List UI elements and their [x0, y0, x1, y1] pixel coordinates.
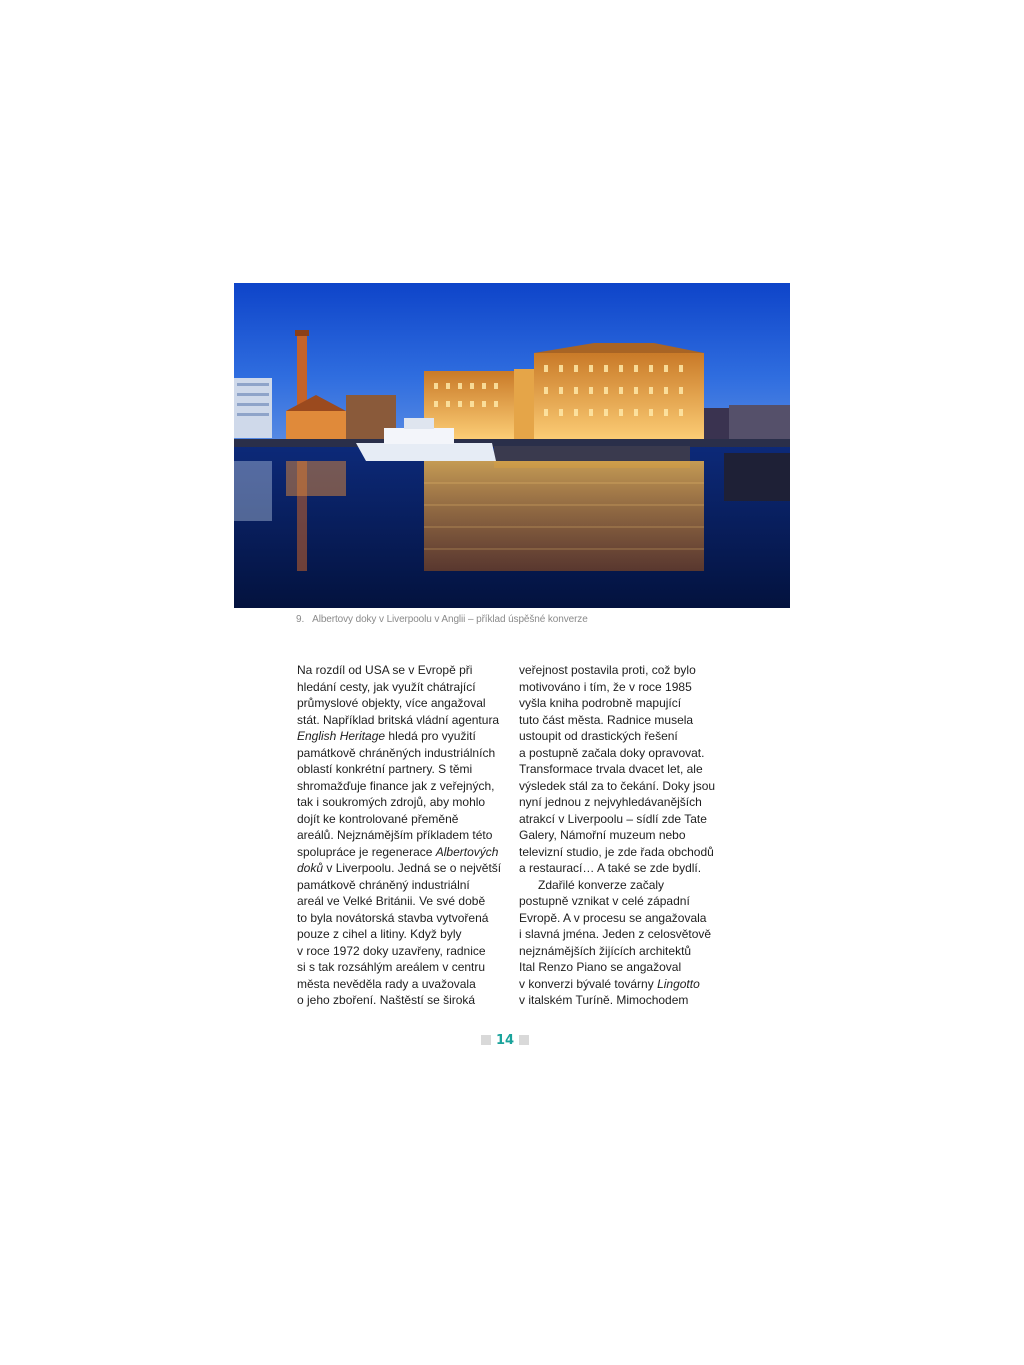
page-footer	[481, 1032, 529, 1048]
line-text: tuto část města. Radnice musela	[519, 712, 694, 727]
italic-term: Albertových	[435, 844, 499, 859]
line-text: oblastí konkrétní partnery. S těmi	[297, 762, 473, 776]
text-line	[519, 877, 719, 894]
line-text: Galery, Námořní muzeum nebo	[519, 828, 686, 842]
text-line	[297, 976, 497, 993]
text-line	[297, 811, 497, 828]
line-text: i slavná jména. Jeden z celosvětově	[519, 927, 712, 941]
line-text: to byla novátorská stavba vytvořená	[297, 910, 489, 925]
text-line	[519, 827, 719, 844]
line-text: stát. Například britská vládní agentura	[297, 712, 500, 727]
text-line	[519, 844, 719, 861]
line-text: v Liverpoolu. Jedná se o největší	[323, 861, 502, 875]
line-text: televizní studio, je zde řada obchodů	[519, 844, 714, 859]
text-line	[297, 794, 497, 811]
line-text: v roce 1972 doky uzavřeny, radnice	[297, 943, 486, 958]
figure-number: 9.	[296, 614, 305, 625]
text-line	[297, 893, 497, 910]
line-text: a postupně začala doky opravovat.	[519, 745, 705, 760]
line-text: památkově chráněných industriálních	[297, 745, 496, 760]
text-line	[519, 662, 719, 679]
page-number: 14	[495, 1032, 515, 1048]
text-line	[297, 778, 497, 795]
line-text: Transformace trvala dvacet let, ale	[519, 762, 703, 776]
text-line	[519, 860, 719, 877]
text-line	[297, 761, 497, 778]
text-line	[297, 992, 497, 1009]
line-text: shromažďuje finance jak z veřejných,	[297, 778, 495, 793]
line-text: atrakcí v Liverpoolu – sídlí zde Tate	[519, 811, 707, 826]
text-line	[297, 712, 500, 729]
line-text: areálů. Nejznámějším příkladem této	[297, 828, 493, 842]
line-text: si s tak rozsáhlým areálem v centru	[297, 960, 486, 974]
text-line	[297, 679, 497, 696]
text-line	[297, 745, 497, 762]
text-line	[519, 959, 719, 976]
text-line	[519, 926, 719, 943]
text-line	[519, 794, 719, 811]
text-line	[297, 695, 497, 712]
italic-term: Lingotto	[657, 976, 700, 991]
figure-caption-text: Albertovy doky v Liverpoolu v Anglii – příklad úspěšné konverze	[312, 614, 588, 625]
line-text: ustoupit od drastických řešení	[519, 729, 678, 743]
text-line	[519, 728, 719, 745]
line-text: nyní jednou z nejvyhledávanějších	[519, 795, 702, 809]
line-text: hledá pro využití	[385, 729, 476, 743]
text-line	[519, 712, 719, 729]
line-text: tak i soukromých zdrojů, aby mohlo	[297, 795, 486, 809]
line-text: pouze z cihel a litiny. Když byly	[297, 927, 462, 941]
line-text: vyšla kniha podrobně mapující	[519, 696, 682, 710]
line-text: města nevěděla rady a uvažovala	[297, 976, 476, 991]
line-text: výsledek stál za to čekání. Doky jsou	[519, 778, 716, 793]
line-text: hledání cesty, jak využít chátrající	[297, 679, 476, 694]
line-text: Ital Renzo Piano se angažoval	[519, 960, 682, 974]
text-line	[297, 860, 502, 877]
text-line	[519, 910, 719, 927]
text-line	[297, 728, 497, 745]
text-column-left	[297, 662, 502, 1009]
italic-term: doků	[297, 861, 324, 875]
line-text: v italském Turíně. Mimochodem	[519, 993, 689, 1007]
text-line	[297, 943, 497, 960]
text-line	[297, 844, 497, 861]
text-line	[297, 910, 497, 927]
line-text: o jeho zboření. Naštěstí se široká	[297, 993, 476, 1007]
text-column-right	[519, 662, 719, 1009]
text-line	[519, 976, 719, 993]
albert-dock-photo	[234, 283, 790, 608]
text-line	[519, 679, 719, 696]
text-line	[297, 662, 497, 679]
text-line	[519, 761, 719, 778]
line-text: nejznámějších žijících architektů	[519, 943, 692, 958]
line-text: Zdařilé konverze začaly	[538, 877, 665, 892]
line-text: motivováno i tím, že v roce 1985	[519, 679, 692, 694]
line-text: památkově chráněný industriální	[297, 877, 470, 892]
line-text: Evropě. A v procesu se angažovala	[519, 910, 707, 925]
line-text: postupně vznikat v celé západní	[519, 894, 690, 908]
text-line	[519, 695, 719, 712]
text-line	[519, 893, 719, 910]
text-line	[519, 811, 719, 828]
text-line	[297, 926, 497, 943]
line-text: areál ve Velké Británii. Ve své době	[297, 894, 486, 908]
text-line	[519, 943, 719, 960]
text-line	[297, 877, 497, 894]
folio-square-left	[481, 1035, 491, 1045]
line-text: průmyslové objekty, více angažoval	[297, 696, 486, 710]
text-line	[519, 778, 719, 795]
text-line	[297, 827, 497, 844]
text-line	[519, 992, 719, 1009]
line-text: dojít ke kontrolované přeměně	[297, 811, 459, 826]
line-text: a restaurací… A také se zde bydlí.	[519, 861, 702, 875]
folio-square-right	[519, 1035, 529, 1045]
text-line	[297, 959, 497, 976]
text-line	[519, 745, 719, 762]
italic-term: English Heritage	[297, 729, 386, 743]
line-text: Na rozdíl od USA se v Evropě při	[297, 663, 473, 677]
line-text: veřejnost postavila proti, což bylo	[519, 663, 696, 677]
figure-caption	[296, 614, 588, 625]
line-text: spolupráce je regenerace	[297, 844, 436, 859]
line-text: v konverzi bývalé továrny	[519, 976, 658, 991]
